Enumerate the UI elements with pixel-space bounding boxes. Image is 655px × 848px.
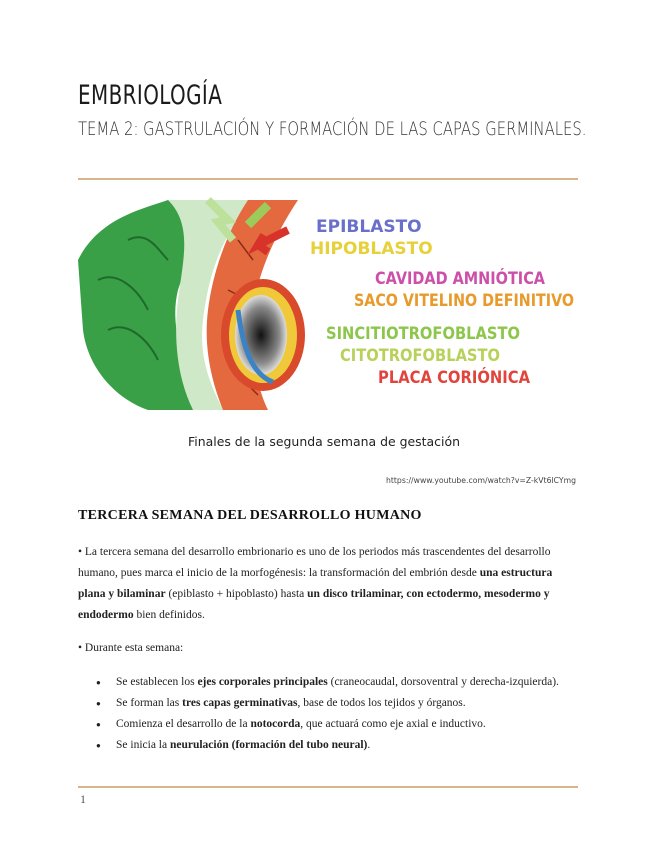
label-cavidad-amniotica: CAVIDAD AMNIÓTICA — [375, 269, 575, 289]
bullet-text: (craneocaudal, dorsoventral y derecha-izquierda). — [327, 676, 559, 688]
figure-caption: Finales de la segunda semana de gestación — [188, 435, 460, 449]
document-subtitle: TEMA 2: GASTRULACIÓN Y FORMACIÓN DE LAS CAPAS GERMINALES. — [78, 118, 587, 140]
page-number: 1 — [80, 792, 86, 806]
bullet-list — [78, 672, 588, 756]
label-epiblasto: EPIBLASTO — [316, 217, 422, 237]
bullet-text: Se establecen los — [116, 676, 198, 688]
figure-source-url: https://www.youtube.com/watch?v=Z-kVt6lCYmg — [386, 476, 577, 485]
bullet-text: Comienza el desarrollo de la — [116, 718, 251, 730]
bullet-text: , base de todos los tejidos y órganos. — [297, 697, 466, 709]
bullet-bold: tres capas germinativas — [182, 697, 298, 709]
bullet-bold: ejes corporales principales — [197, 676, 328, 688]
p1-bold-d: un disco trilaminar, con ectodermo, mesodermo y endodermo — [78, 588, 550, 621]
bullet-text: . — [367, 739, 371, 751]
p1-bold-b: una estructura plana y bilaminar — [78, 567, 553, 600]
p1-text-a: • La tercera semana del desarrollo embrionario es uno de los periodos más trascendentes del desarrollo humano, pues marca el inicio de la morfogénesis: la transformación del embrión desde — [78, 546, 551, 579]
bullet-text: , que actuará como eje axial e inductivo. — [300, 718, 486, 730]
top-divider — [78, 178, 578, 180]
paragraph-during-week: • Durante esta semana: — [78, 642, 184, 654]
label-saco-vitelino: SACO VITELINO DEFINITIVO — [354, 291, 574, 311]
section-heading: TERCERA SEMANA DEL DESARROLLO HUMANO — [78, 508, 422, 523]
label-placa-corionica: PLACA CORIÓNICA — [378, 368, 553, 388]
bullet-bold: notocorda — [250, 718, 301, 730]
p1-text-c: (epiblasto + hipoblasto) hasta — [165, 588, 308, 600]
label-sincitiotrofoblasto: SINCITIOTROFOBLASTO — [326, 324, 520, 344]
label-citotrofoblasto: CITOTROFOBLASTO — [340, 346, 500, 366]
bullet-bold: neurulación (formación del tubo neural) — [169, 739, 368, 751]
label-hipoblasto: HIPOBLASTO — [310, 239, 433, 259]
bullet-text: Se forman las — [116, 697, 183, 709]
p1-text-e: bien definidos. — [133, 609, 205, 621]
list-item — [78, 693, 588, 714]
paragraph-intro — [78, 542, 578, 626]
embryo-figure — [78, 200, 578, 490]
document-title: EMBRIOLOGÍA — [78, 80, 223, 111]
list-item — [78, 714, 588, 735]
list-item — [78, 735, 588, 756]
footer-divider — [78, 786, 578, 788]
list-item — [78, 672, 588, 693]
bullet-text: Se inicia la — [116, 739, 170, 751]
